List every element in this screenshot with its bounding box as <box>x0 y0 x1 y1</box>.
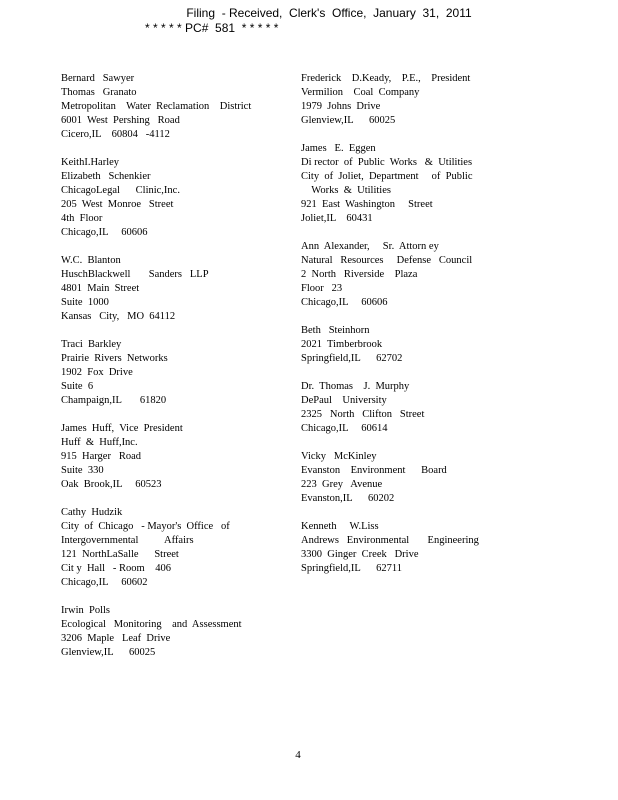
address-line: Joliet,IL 60431 <box>301 213 373 224</box>
address-block <box>301 450 601 506</box>
address-line: 2021 Timberbrook <box>301 339 383 350</box>
address-line: Irwin Polls <box>61 605 111 616</box>
address-line: 223 Grey Avenue <box>301 479 383 490</box>
address-line: 205 West Monroe Street <box>61 199 174 210</box>
address-line: 4th Floor <box>61 213 103 224</box>
address-line: 3206 Maple Leaf Drive <box>61 633 171 644</box>
address-line: DePaul University <box>301 395 387 406</box>
address-block <box>301 520 601 576</box>
address-line: Suite 6 <box>61 381 94 392</box>
address-line: W.C. Blanton <box>61 255 121 266</box>
page-number: 4 <box>295 749 301 761</box>
address-line: Glenview,IL 60025 <box>61 647 156 658</box>
address-line: Chicago,IL 60614 <box>301 423 388 434</box>
address-line: Chicago,IL 60606 <box>61 227 148 238</box>
address-line: 121 NorthLaSalle Street <box>61 549 179 560</box>
address-line: Springfield,IL 62711 <box>301 563 403 574</box>
address-line: KeithI.Harley <box>61 157 120 168</box>
address-line: 1979 Johns Drive <box>301 101 381 112</box>
address-line: Vermilion Coal Company <box>301 87 420 98</box>
address-line: Champaign,IL 61820 <box>61 395 167 406</box>
address-line: Cit y Hall - Room 406 <box>61 563 171 574</box>
address-line: 2 North Riverside Plaza <box>301 269 418 280</box>
address-block <box>61 506 291 590</box>
address-line: Elizabeth Schenkier <box>61 171 151 182</box>
address-line: Chicago,IL 60606 <box>301 297 388 308</box>
address-line: Frederick D.Keady, P.E., President <box>301 73 471 84</box>
address-line: Evanston,IL 60202 <box>301 493 395 504</box>
address-line: Andrews Environmental Engineering <box>301 535 479 546</box>
address-line: Springfield,IL 62702 <box>301 353 403 364</box>
filing-stamp-line: Filing - Received, Clerk's Office, January 31, 2011 <box>186 6 472 20</box>
address-line: Intergovernmental Affairs <box>61 535 194 546</box>
address-line: Natural Resources Defense Council <box>301 255 473 266</box>
address-line: Ann Alexander, Sr. Attorn ey <box>301 241 439 252</box>
pc-number-line: * * * * * PC# 581 * * * * * <box>145 21 279 35</box>
address-block <box>61 254 291 324</box>
address-line: 1902 Fox Drive <box>61 367 133 378</box>
address-line: 915 Harger Road <box>61 451 141 462</box>
address-line: Dr. Thomas J. Murphy <box>301 381 410 392</box>
right-address-column <box>301 72 601 590</box>
address-line: Thomas Granato <box>61 87 137 98</box>
address-block <box>61 72 291 142</box>
address-block <box>301 240 601 310</box>
address-line: Floor 23 <box>301 283 343 294</box>
address-line: City of Joliet, Department of Public <box>301 171 473 182</box>
address-block <box>301 324 601 366</box>
address-block <box>61 422 291 492</box>
address-block <box>301 380 601 436</box>
address-block <box>301 72 601 128</box>
address-line: Ecological Monitoring and Assessment <box>61 619 242 630</box>
address-line: Metropolitan Water Reclamation District <box>61 101 252 112</box>
address-line: Cathy Hudzik <box>61 507 123 518</box>
address-line: James E. Eggen <box>301 143 376 154</box>
address-line: ChicagoLegal Clinic,Inc. <box>61 185 180 196</box>
address-line: 6001 West Pershing Road <box>61 115 180 126</box>
address-line: Bernard Sawyer <box>61 73 135 84</box>
address-line: James Huff, Vice President <box>61 423 183 434</box>
left-address-column <box>61 72 291 674</box>
address-line: HuschBlackwell Sanders LLP <box>61 269 209 280</box>
address-block <box>61 156 291 240</box>
address-line: Vicky McKinley <box>301 451 377 462</box>
address-line: Di rector of Public Works & Utilities <box>301 157 473 168</box>
address-line: Kansas City, MO 64112 <box>61 311 176 322</box>
address-block <box>301 142 601 226</box>
address-line: 3300 Ginger Creek Drive <box>301 549 419 560</box>
address-line: City of Chicago - Mayor's Office of <box>61 521 230 532</box>
address-line: Oak Brook,IL 60523 <box>61 479 162 490</box>
address-line: Chicago,IL 60602 <box>61 577 148 588</box>
address-line: Evanston Environment Board <box>301 465 447 476</box>
address-line: Traci Barkley <box>61 339 122 350</box>
address-line: 921 East Washington Street <box>301 199 433 210</box>
address-line: Glenview,IL 60025 <box>301 115 396 126</box>
address-block <box>61 604 291 660</box>
address-line: Kenneth W.Liss <box>301 521 379 532</box>
address-line: Cicero,IL 60804 -4112 <box>61 129 170 140</box>
address-line: 2325 North Clifton Street <box>301 409 425 420</box>
address-line: Suite 330 <box>61 465 104 476</box>
address-line: Works & Utilities <box>301 185 391 196</box>
address-block <box>61 338 291 408</box>
address-line: 4801 Main Street <box>61 283 140 294</box>
address-line: Suite 1000 <box>61 297 109 308</box>
address-line: Prairie Rivers Networks <box>61 353 168 364</box>
address-line: Beth Steinhorn <box>301 325 370 336</box>
address-line: Huff & Huff,Inc. <box>61 437 138 448</box>
